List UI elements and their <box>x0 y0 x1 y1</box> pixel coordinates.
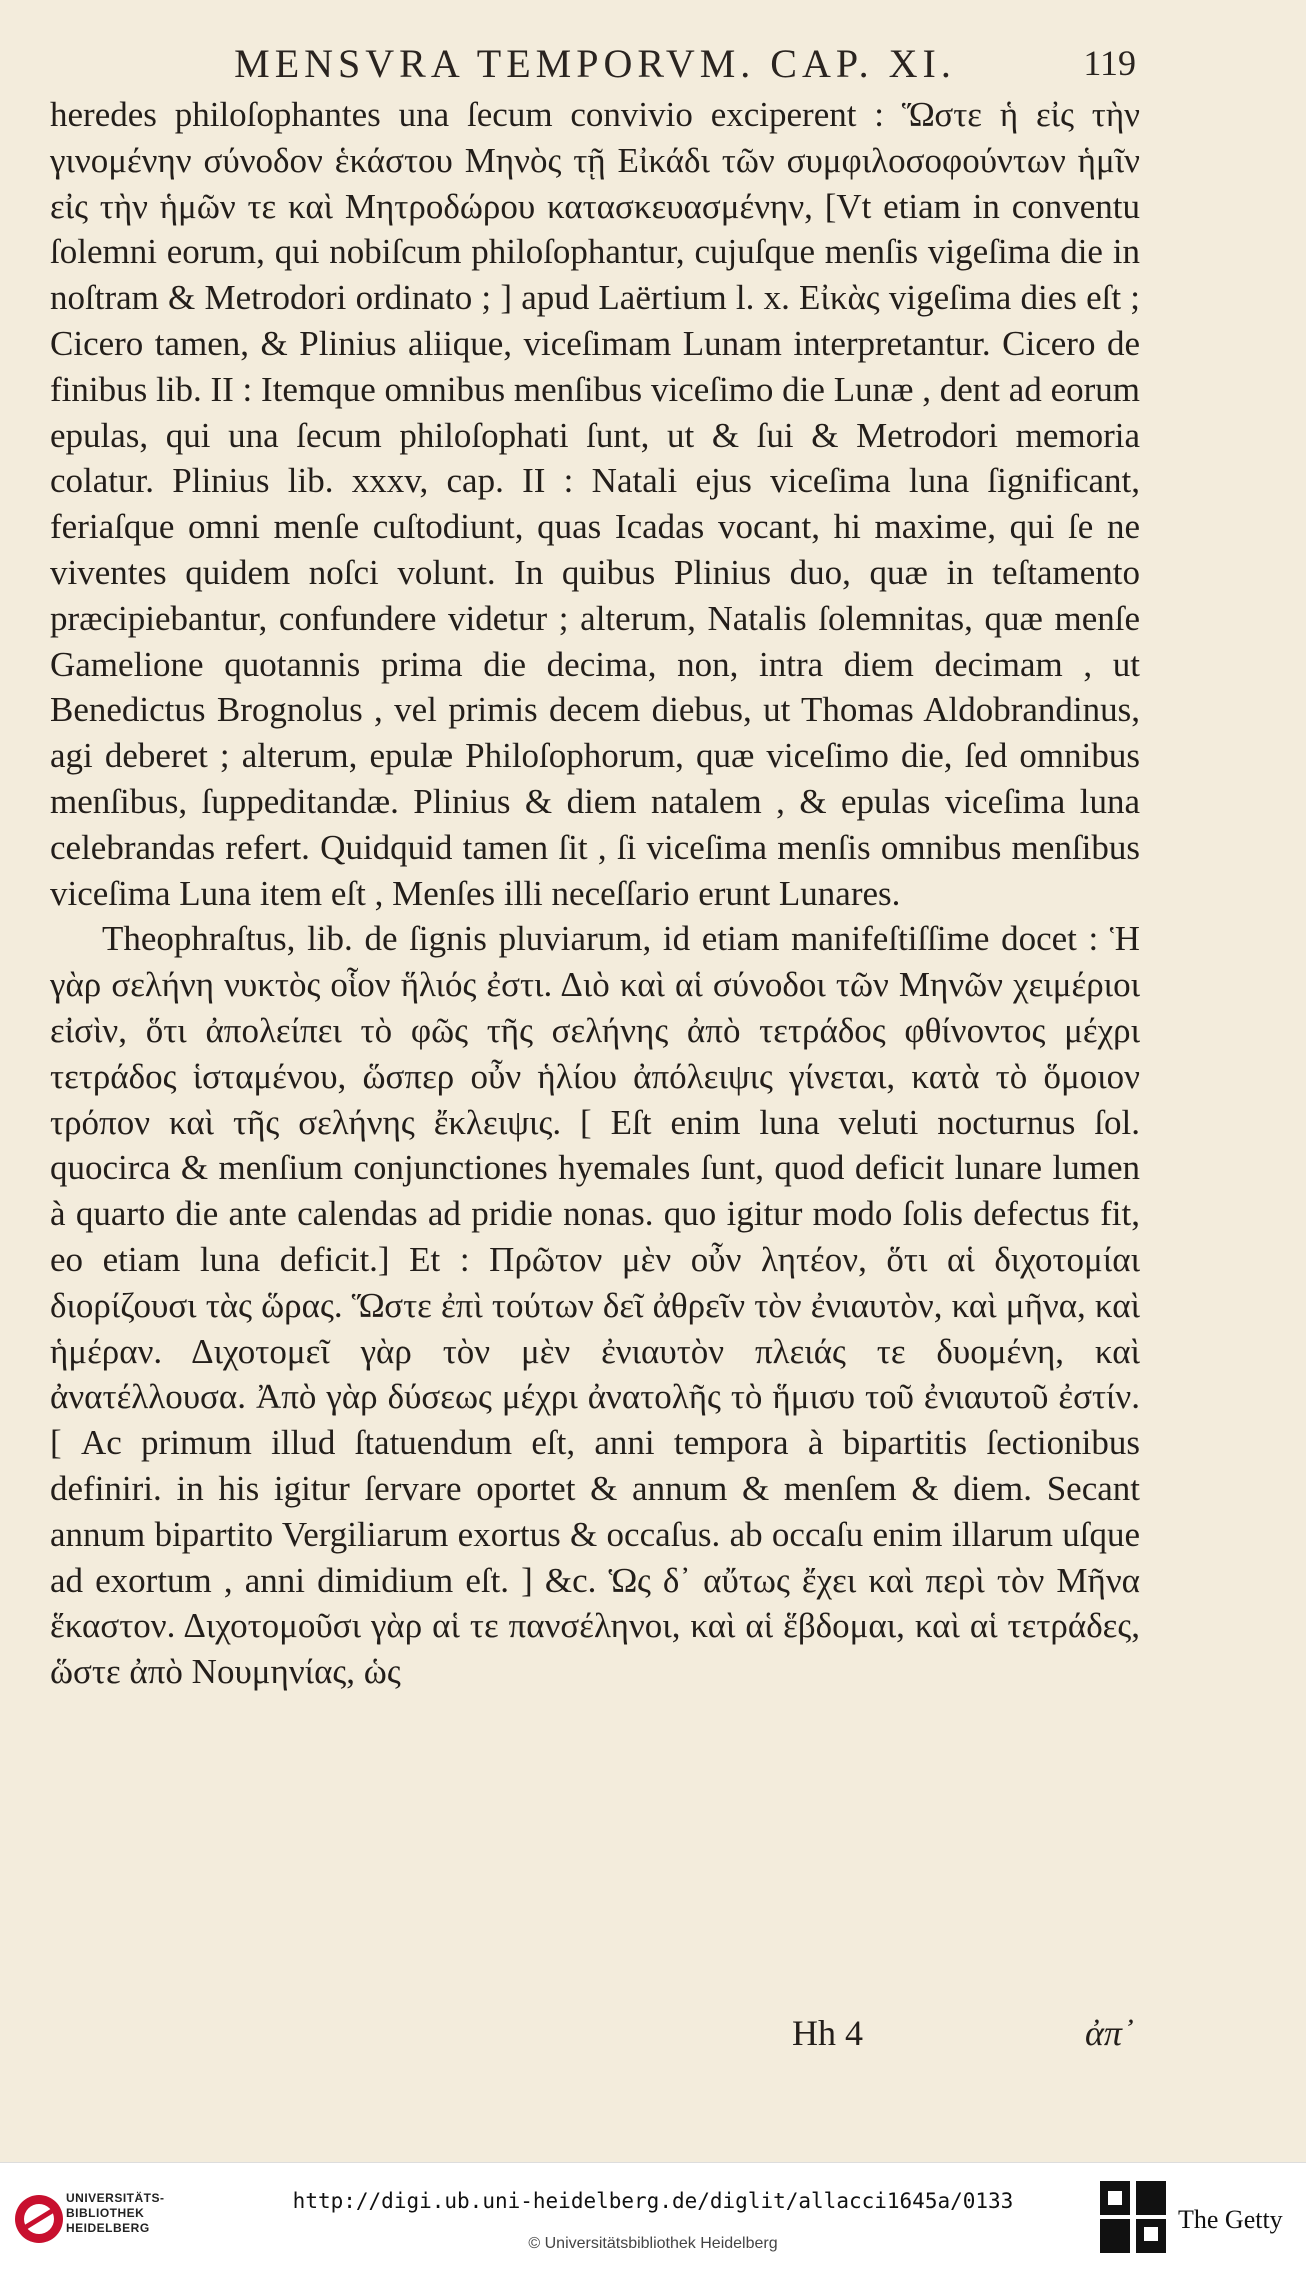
signature-mark: Hh 4 <box>792 2013 863 2053</box>
viewer-footer <box>0 2162 1306 2270</box>
partner-name: The Getty <box>1178 2205 1283 2234</box>
catchword: ἀπ᾽ <box>1085 2013 1134 2053</box>
paragraph-1: heredes philoſophantes una ſecum convivio exciperent : Ὥστε ἡ εἰς τὴν γινομένην σύνοδον ἑκάστου Μηνὸς τῇ Εἰκάδι τῶν συμφιλοσοφούντων ἡμῖν εἰς τὴν ἡμῶν τε καὶ Μητροδώρου κατασκευασμένην, [Vt etiam in conventu ſolemni eorum, qui nobiſcum philoſophantur, cujuſque menſis vigeſima die in noſtram & Metrodori ordinato ; ] apud Laërtium l. x. Εἰκὰς vigeſima dies eſt ; Cicero tamen, & Plinius aliique, viceſimam Lunam interpretantur. Cicero de finibus lib. II : Itemque omnibus menſibus viceſimo die Lunæ , dent ad eorum epulas, qui una ſecum philoſophati ſunt, ut & ſui & Metrodori memoria colatur. Plinius lib. xxxv, cap. II : Natali ejus viceſima luna ſignificant, feriaſque omni menſe cuſtodiunt, quas Icadas vocant, hi maxime, qui ſe ne viventes quidem noſci volunt. In quibus Plinius duo, quæ in teſtamento præcipiebantur, confundere videtur ; alterum, Natalis ſolemnitas, quæ menſe Gamelione quotannis prima die decima, non, intra diem decimam , ut Benedictus Brognolus , vel primis decem diebus, ut Thomas Aldobrandinus, agi deberet ; alterum, epulæ Philoſophorum, quæ viceſimo die, ſed omnibus menſibus, ſuppeditandæ. Plinius & diem natalem , & epulas viceſima luna celebrandas refert. Quidquid tamen ſit , ſi viceſima menſis omnibus menſibus viceſima Luna item eſt , Menſes illi neceſſario erunt Lunares. <box>50 95 1140 913</box>
institution-line-2: BIBLIOTHEK <box>66 2206 145 2220</box>
copyright-notice: © Universitätsbibliothek Heidelberg <box>528 2235 778 2252</box>
running-head: MENSVRA TEMPORVM. CAP. XI. <box>234 41 956 86</box>
getty-logo-icon <box>1100 2181 1168 2253</box>
body-text <box>50 92 1140 1695</box>
page-number: 119 <box>1083 43 1136 83</box>
permalink[interactable]: http://digi.ub.uni-heidelberg.de/diglit/allacci1645a/0133 <box>292 2189 1014 2213</box>
paragraph-2: Theophraſtus, lib. de ſignis pluviarum, id etiam manifeſtiſſime docet : Ἡ γὰρ σελήνη νυκτὸς οἷον ἥλιός ἐστι. Διὸ καὶ αἱ σύνοδοι τῶν Μηνῶν χειμέριοι εἰσὶν, ὅτι ἀπολείπει τὸ φῶς τῆς σελήνης ἀπὸ τετράδος φθίνοντος μέχρι τετράδος ἱσταμένου, ὥσπερ οὖν ἡλίου ἀπόλειψις γίνεται, κατὰ τὸ ὅμοιον τρόπον καὶ τῆς σελήνης ἔκλειψις. [ Eſt enim luna veluti nocturnus ſol. quocirca & menſium conjunctiones hyemales ſunt, quod deficit lunare lumen à quarto die ante calendas ad pridie nonas. quo igitur modo ſolis defectus fit, eo etiam luna deficit.] Et : Πρῶτον μὲν οὖν λητέον, ὅτι αἱ διχοτομίαι διορίζουσι τὰς ὥρας. Ὥστε ἐπὶ τούτων δεῖ ἀθρεῖν τὸν ἐνιαυτὸν, καὶ μῆνα, καὶ ἡμέραν. Διχοτομεῖ γὰρ τὸν μὲν ἐνιαυτὸν πλειάς τε δυομένη, καὶ ἀνατέλλουσα. Ἀπὸ γὰρ δύσεως μέχρι ἀνατολῆς τὸ ἥμισυ τοῦ ἐνιαυτοῦ ἐστίν. [ Ac primum illud ſtatuendum eſt, anni tempora à bipartitis ſectionibus definiri. in his igitur ſervare oportet & annum & menſem & diem. Secant annum bipartito Vergiliarum exortus & occaſus. ab occaſu enim illarum uſque ad exortum , anni dimidium eſt. ] &c. Ὡς δ᾽ αὔτως ἔχει καὶ περὶ τὸν Μῆνα ἕκαστον. Διχοτομοῦσι γὰρ αἱ τε πανσέληνοι, καὶ αἱ ἕβδομαι, καὶ αἱ τετράδες, ὥστε ἀπὸ Νουμηνίας, ὡς <box>50 919 1140 1692</box>
institution-line-3: HEIDELBERG <box>66 2221 150 2235</box>
institution-line-1: UNIVERSITÄTS- <box>66 2191 165 2205</box>
